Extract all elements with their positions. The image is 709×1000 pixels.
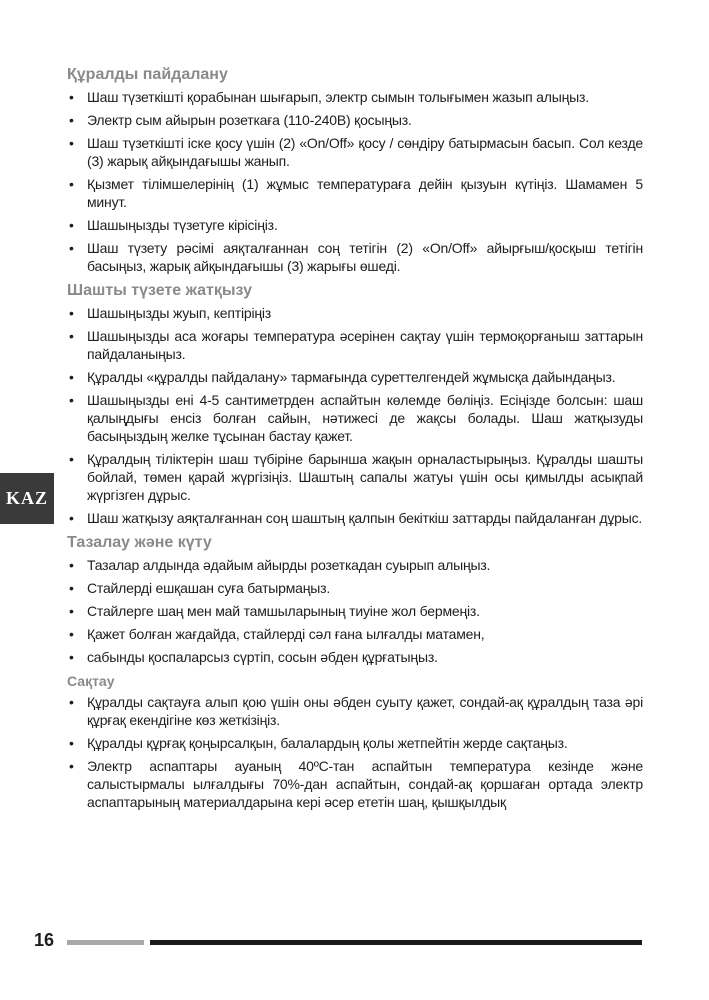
list-item bbox=[67, 579, 643, 597]
list-item-text: Шашыңызды түзетуге кірісіңіз. bbox=[87, 217, 278, 233]
list-item-text: Шаш түзету рәсімі аяқталғаннан соң тетігін (2) «On/Off» айырғыш/қосқыш тетігін басыңыз, жарық айқындағышы (3) жарығы өшеді. bbox=[87, 240, 643, 274]
section-cleaning-care bbox=[67, 532, 643, 666]
list-item bbox=[67, 625, 643, 643]
language-tab: KAZ bbox=[0, 473, 54, 524]
bullet-icon: • bbox=[69, 557, 74, 573]
list-item-text: сабынды қоспаларсыз сүртіп, сосын әбден құрғатыңыз. bbox=[87, 649, 438, 665]
section-storage bbox=[67, 671, 643, 811]
list-item-text: Электр сым айырын розеткаға (110-240В) қосыңыз. bbox=[87, 112, 412, 128]
section-hair-styling bbox=[67, 280, 643, 527]
list-item-text: Шашыңызды ені 4-5 сантиметрден аспайтын көлемде бөліңіз. Есіңізде болсын: шаш қалыңдығы енсіз болған сайын, нәтижесі де жақсы болады. Шаш жатқызуды басыңыздың желке тұсынан бастау қажет. bbox=[87, 392, 643, 444]
bullet-icon: • bbox=[69, 328, 74, 344]
footer-rule-black bbox=[150, 940, 642, 945]
bullet-icon: • bbox=[69, 176, 74, 192]
bullet-icon: • bbox=[69, 510, 74, 526]
bullet-icon: • bbox=[69, 135, 74, 151]
bullet-icon: • bbox=[69, 735, 74, 751]
list-item-text: Қажет болған жағдайда, стайлерді сәл ғана ылғалды матамен, bbox=[87, 626, 485, 642]
list-item bbox=[67, 111, 643, 129]
page-number: 16 bbox=[34, 930, 55, 950]
list-item-text: Шашыңызды аса жоғары температура әсерінен сақтау үшін термоқорғаныш заттарын пайдаланыңыз. bbox=[87, 328, 643, 362]
bullet-icon: • bbox=[69, 758, 74, 774]
list-item bbox=[67, 216, 643, 234]
list-item bbox=[67, 693, 643, 729]
list-item-text: Шашыңызды жуып, кептіріңіз bbox=[87, 305, 272, 321]
bullet-icon: • bbox=[69, 240, 74, 256]
list-item bbox=[67, 648, 643, 666]
bullet-icon: • bbox=[69, 369, 74, 385]
list-item-text: Құралды сақтауға алып қою үшін оны әбден суыту қажет, сондай-ақ құралдың таза әрі құрғақ екендігіне көз жеткізіңіз. bbox=[87, 694, 643, 728]
bullet-list bbox=[67, 693, 643, 811]
section-heading: Сақтау bbox=[67, 673, 115, 689]
list-item-text: Құралдың тіліктерін шаш түбіріне барынша жақын орналастырыңыз. Құралды шашты бойлай, төмен қарай жүргізіңіз. Шаштың сапалы жатуы үшін осы қимылды асықпай жүргізген дұрыс. bbox=[87, 451, 643, 503]
bullet-icon: • bbox=[69, 392, 74, 408]
list-item bbox=[67, 368, 643, 386]
list-item-text: Электр аспаптары ауаның 40ºС-тан аспайтын температура кезінде және салыстырмалы ылғалдығы 70%-дан аспайтын, сондай-ақ қоршаған ортада электр аспаптарының материалдарына кері әсер ететін шаң, қышқылдық bbox=[87, 758, 643, 810]
section-heading: Шашты түзете жатқызу bbox=[67, 282, 252, 299]
list-item bbox=[67, 134, 643, 170]
list-item bbox=[67, 175, 643, 211]
section-heading: Құралды пайдалану bbox=[67, 66, 228, 83]
bullet-icon: • bbox=[69, 305, 74, 321]
list-item bbox=[67, 239, 643, 275]
list-item-text: Тазалар алдында әдайым айырды розеткадан суырып алыңыз. bbox=[87, 557, 491, 573]
page-content bbox=[67, 64, 643, 816]
list-item bbox=[67, 391, 643, 445]
list-item bbox=[67, 757, 643, 811]
list-item-text: Шаш түзеткішті қорабынан шығарып, электр сымын толығымен жазып алыңыз. bbox=[87, 89, 589, 105]
list-item bbox=[67, 304, 643, 322]
list-item bbox=[67, 88, 643, 106]
list-item-text: Құралды «құралды пайдалану» тармағында суреттелгендей жұмысқа дайындаңыз. bbox=[87, 369, 616, 385]
bullet-list bbox=[67, 88, 643, 275]
bullet-icon: • bbox=[69, 451, 74, 467]
bullet-icon: • bbox=[69, 626, 74, 642]
section-using-device bbox=[67, 64, 643, 275]
list-item-text: Қызмет тілімшелерінің (1) жұмыс температураға дейін қызуын күтіңіз. Шамамен 5 минут. bbox=[87, 176, 643, 210]
list-item-text: Шаш түзеткішті іске қосу үшін (2) «On/Off» қосу / сөндіру батырмасын басып. Сол кезде (3) жарық айқындағышы жанып. bbox=[87, 135, 643, 169]
bullet-list bbox=[67, 556, 643, 666]
bullet-icon: • bbox=[69, 217, 74, 233]
list-item-text: Стайлерді ешқашан суға батырмаңыз. bbox=[87, 580, 331, 596]
bullet-icon: • bbox=[69, 694, 74, 710]
list-item bbox=[67, 602, 643, 620]
list-item bbox=[67, 450, 643, 504]
list-item-text: Шаш жатқызу аяқталғаннан соң шаштың қалпын бекіткіш заттарды пайдаланған дұрыс. bbox=[87, 510, 643, 526]
list-item bbox=[67, 327, 643, 363]
footer-rule-grey bbox=[67, 940, 144, 945]
bullet-icon: • bbox=[69, 649, 74, 665]
list-item bbox=[67, 734, 643, 752]
list-item bbox=[67, 556, 643, 574]
bullet-icon: • bbox=[69, 112, 74, 128]
list-item-text: Құралды құрғақ қоңырсалқын, балалардың қолы жетпейтін жерде сақтаңыз. bbox=[87, 735, 568, 751]
list-item-text: Стайлерге шаң мен май тамшыларының тиуіне жол бермеңіз. bbox=[87, 603, 480, 619]
bullet-icon: • bbox=[69, 603, 74, 619]
bullet-icon: • bbox=[69, 580, 74, 596]
bullet-list bbox=[67, 304, 643, 527]
bullet-icon: • bbox=[69, 89, 74, 105]
section-heading: Тазалау және күту bbox=[67, 534, 212, 551]
list-item bbox=[67, 509, 643, 527]
